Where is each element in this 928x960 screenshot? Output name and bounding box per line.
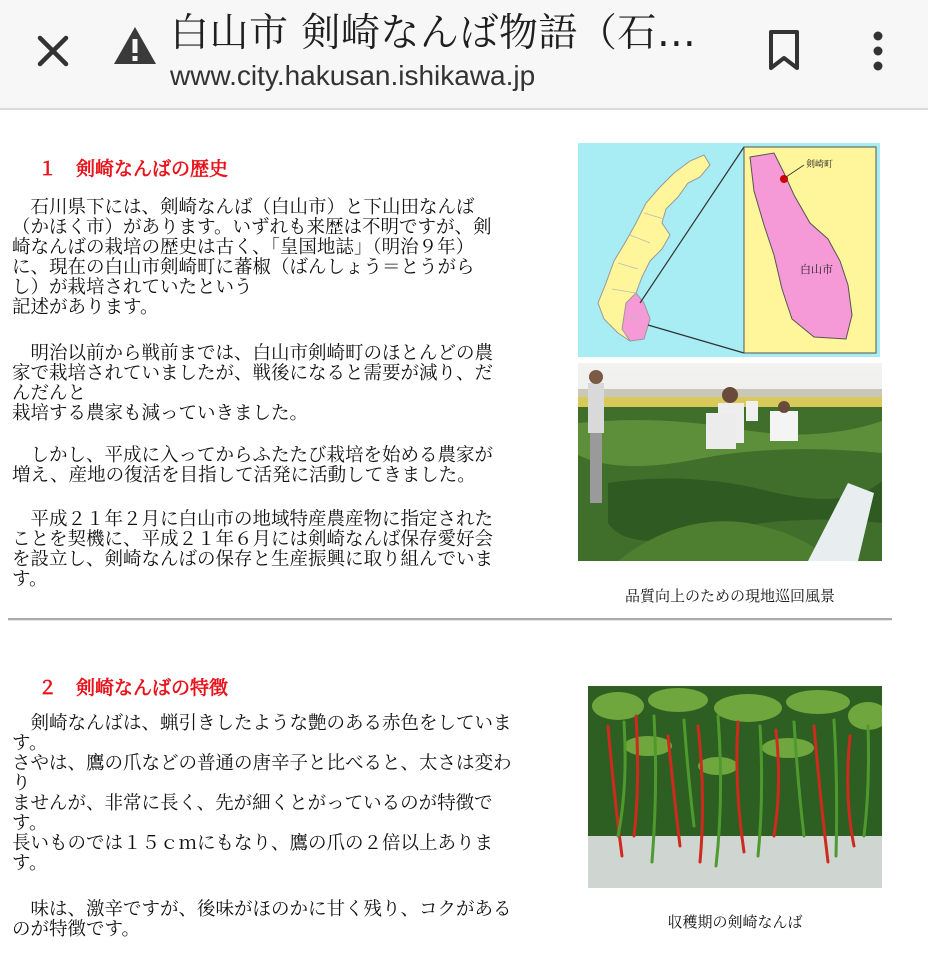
map-town-label: 剣崎町	[806, 160, 834, 170]
browser-toolbar	[0, 0, 928, 110]
section-divider	[8, 618, 892, 621]
page-title[interactable]: 白山市 剣崎なんば物語（石…	[170, 11, 697, 56]
page-url[interactable]: www.city.hakusan.ishikawa.jp	[170, 60, 536, 91]
bookmark-icon[interactable]	[766, 28, 802, 72]
history-paragraph-2: 明治以前から戦前までは、白山市剣崎町のほとんどの農 家で栽培されていましたが、戦後になると需要が減り、だ んだんと 栽培する農家も減っていきました。	[12, 343, 494, 424]
history-paragraph-4: 平成２１年２月に白山市の地域特産農産物に指定された ことを契機に、平成２１年６月には剣崎なんば保存愛好会 を設立し、剣崎なんばの保存と生産振興に取り組んでいま す。	[12, 509, 494, 590]
pepper-photo-caption: 収穫期の剣崎なんば	[667, 913, 803, 931]
warning-icon[interactable]	[112, 24, 158, 68]
field-photo-caption: 品質向上のための現地巡回風景	[624, 587, 835, 605]
harvest-pepper-photo	[588, 686, 882, 888]
close-icon[interactable]	[30, 28, 76, 74]
history-paragraph-3: しかし、平成に入ってからふたたび栽培を始める農家が 増え、産地の復活を目指して活発に活動してきました。	[12, 445, 494, 486]
field-patrol-photo	[578, 363, 882, 561]
more-vert-icon[interactable]	[864, 26, 892, 76]
features-paragraph-2: 味は、激辛ですが、後味がほのかに甘く残り、コクがある のが特徴です。	[12, 899, 512, 940]
history-paragraph-1: 石川県下には、剣崎なんば（白山市）と下山田なんば （かほく市）があります。いずれも来歴は不明ですが、剣 崎なんばの栽培の歴史は古く、「皇国地誌」（明治９年） に、現在の白山市剣崎町に蕃椒（ばんしょう＝とうがら し）が栽培されていたという 記述があります。	[12, 197, 492, 318]
section-heading-history: １ 剣崎なんばの歴史	[38, 158, 229, 180]
location-map	[578, 143, 880, 357]
features-paragraph-1: 剣崎なんばは、蝋引きしたような艶のある赤色をしていま す。 さやは、鷹の爪などの普通の唐辛子と比べると、太さは変わ り ませんが、非常に長く、先が細くとがっているのが特徴で す。 長いものでは１５ｃｍにもなり、鷹の爪の２倍以上ありま す。	[12, 713, 512, 874]
section-heading-features: ２ 剣崎なんばの特徴	[38, 677, 229, 699]
map-city-label: 白山市	[800, 263, 833, 276]
